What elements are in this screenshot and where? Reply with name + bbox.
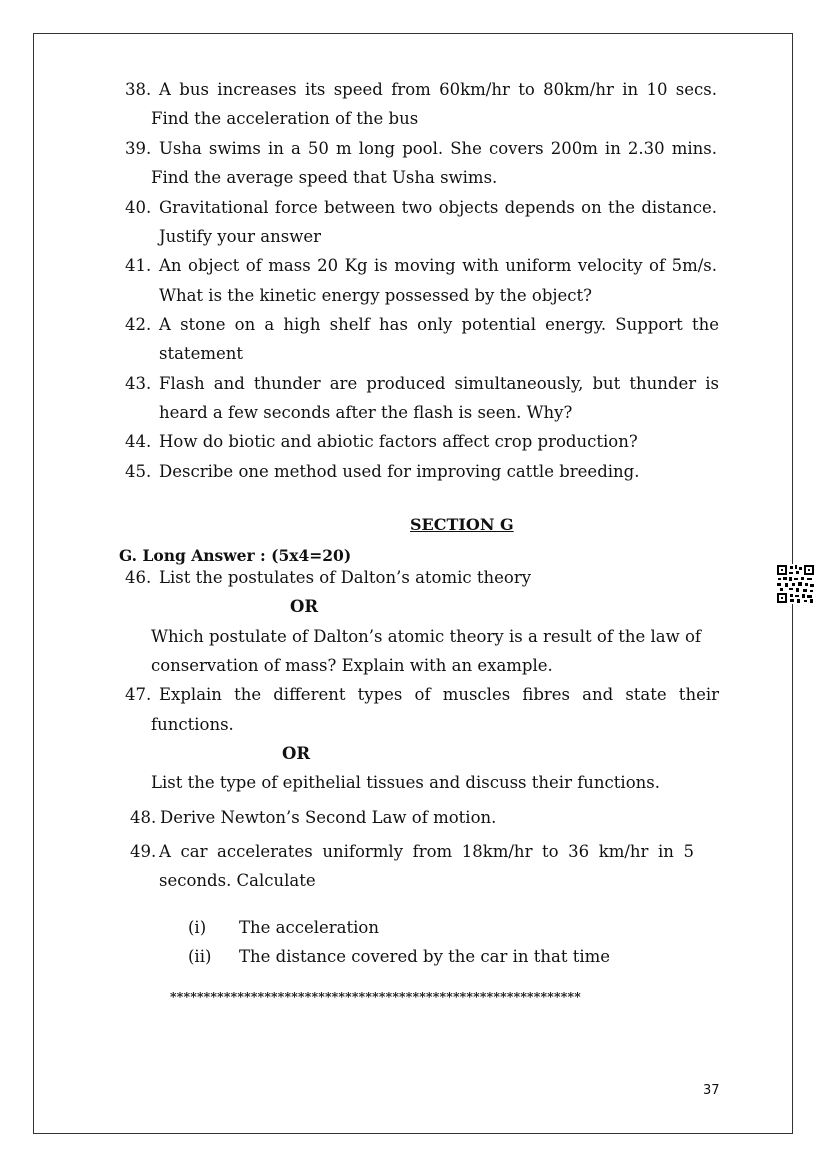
question-text: statement bbox=[159, 344, 243, 363]
question-text: Flash and thunder are produced simultaneously, but thunder is bbox=[159, 374, 719, 393]
question-number: 46. bbox=[125, 568, 152, 587]
question-text: Usha swims in a 50 m long pool. She covers 200m in 2.30 mins. bbox=[159, 139, 717, 158]
question-number: 42. bbox=[125, 315, 152, 334]
question-text: A car accelerates uniformly from 18km/hr to 36 km/hr in 5 bbox=[159, 842, 694, 861]
question-text: Which postulate of Dalton’s atomic theory is a result of the law of bbox=[151, 627, 701, 646]
question-number: 41. bbox=[125, 256, 152, 275]
question-number: 48. bbox=[130, 808, 157, 827]
question-text: Describe one method used for improving cattle breeding. bbox=[159, 462, 640, 481]
subpart-text: The acceleration bbox=[239, 918, 379, 937]
question-text: A stone on a high shelf has only potential energy. Support the bbox=[159, 315, 719, 334]
question-text: conservation of mass? Explain with an example. bbox=[151, 656, 553, 675]
question-number: 44. bbox=[125, 432, 152, 451]
section-subheading: G. Long Answer : (5x4=20) bbox=[119, 546, 352, 565]
question-number: 43. bbox=[125, 374, 152, 393]
subpart-label: (ii) bbox=[188, 947, 212, 966]
question-text: Explain the different types of muscles fibres and state their bbox=[159, 685, 719, 704]
qr-code bbox=[776, 564, 815, 604]
subpart-label: (i) bbox=[188, 918, 207, 937]
section-heading: SECTION G bbox=[410, 515, 514, 534]
question-text: seconds. Calculate bbox=[159, 871, 316, 890]
or-label: OR bbox=[290, 597, 319, 616]
question-text: List the postulates of Dalton’s atomic theory bbox=[159, 568, 532, 587]
question-text: heard a few seconds after the flash is seen. Why? bbox=[159, 403, 573, 422]
question-text: functions. bbox=[151, 715, 234, 734]
question-text: List the type of epithelial tissues and discuss their functions. bbox=[151, 773, 660, 792]
or-label: OR bbox=[282, 744, 311, 763]
question-text: What is the kinetic energy possessed by the object? bbox=[159, 286, 592, 305]
question-text: How do biotic and abiotic factors affect crop production? bbox=[159, 432, 638, 451]
question-text: Find the average speed that Usha swims. bbox=[151, 168, 498, 187]
subpart-text: The distance covered by the car in that time bbox=[239, 947, 611, 966]
end-marker: ************************************************************* bbox=[170, 989, 581, 1004]
question-text: A bus increases its speed from 60km/hr to 80km/hr in 10 secs. bbox=[159, 80, 717, 99]
question-text: Justify your answer bbox=[159, 227, 322, 246]
question-text: Derive Newton’s Second Law of motion. bbox=[160, 808, 497, 827]
question-number: 47. bbox=[125, 685, 152, 704]
question-number: 45. bbox=[125, 462, 152, 481]
question-number: 40. bbox=[125, 198, 152, 217]
question-text: Find the acceleration of the bus bbox=[151, 109, 419, 128]
question-number: 49. bbox=[130, 842, 157, 861]
question-text: Gravitational force between two objects depends on the distance. bbox=[159, 198, 717, 217]
question-number: 39. bbox=[125, 139, 152, 158]
question-text: An object of mass 20 Kg is moving with uniform velocity of 5m/s. bbox=[159, 256, 717, 275]
page-number: 37 bbox=[703, 1083, 720, 1098]
question-number: 38. bbox=[125, 80, 152, 99]
